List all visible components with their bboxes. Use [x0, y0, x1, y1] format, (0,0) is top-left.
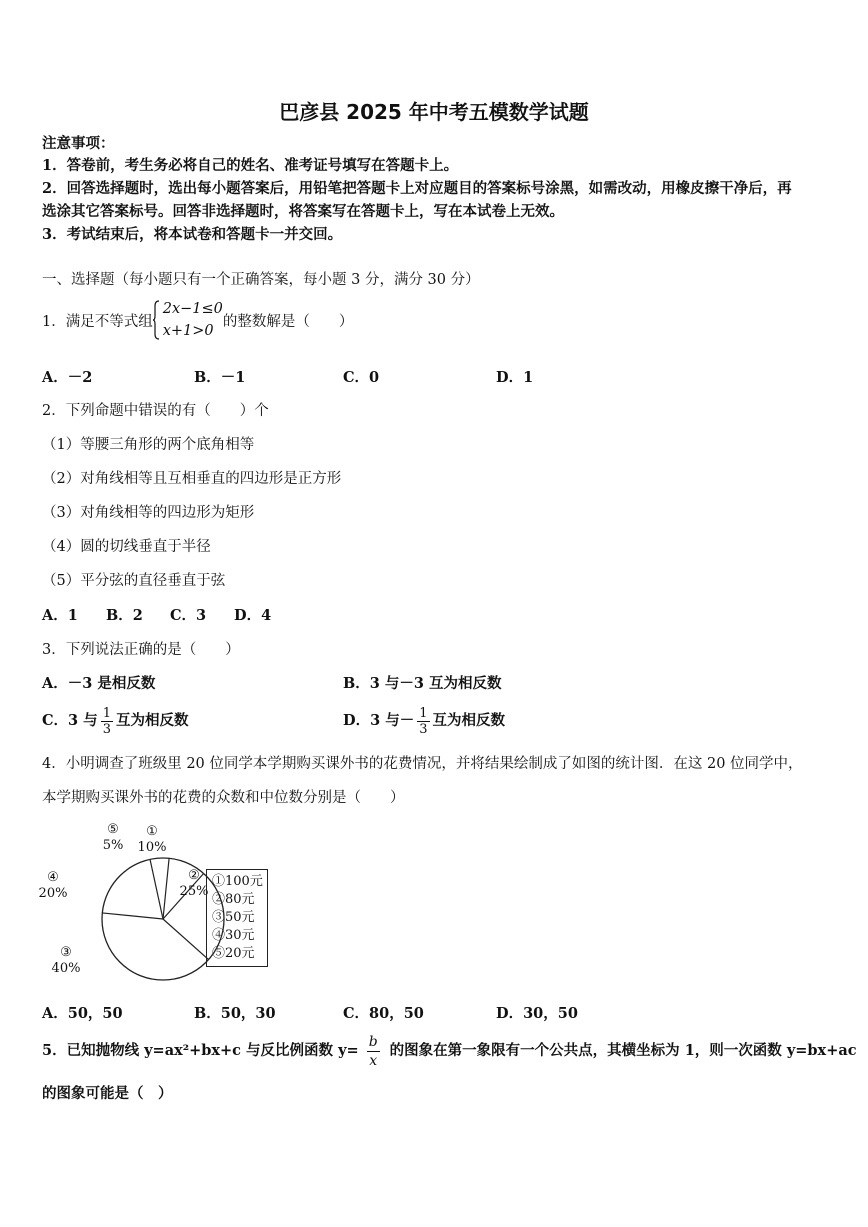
q2-option-a: A．1 — [42, 607, 78, 624]
q5-stem-line-2: 的图象可能是（ ） — [42, 1085, 173, 1102]
brace-icon — [153, 300, 160, 340]
notice-item-2b: 选涂其它答案标号。回答非选择题时，将答案写在答题卡上，写在本试卷上无效。 — [42, 203, 564, 220]
q4-option-b: B．50，30 — [194, 1005, 276, 1022]
pie-label-4 — [38, 870, 68, 902]
q2-item-2: （2）对角线相等且互相垂直的四边形是正方形 — [42, 471, 342, 487]
pie-slice-4-label: ④ — [47, 870, 59, 885]
q3-stem: 3．下列说法正确的是（ ） — [42, 642, 240, 658]
q2-item-4: （4）圆的切线垂直于半径 — [42, 539, 211, 555]
q5-stem-line-1 — [42, 1028, 857, 1074]
q1-option-a: A．－2 — [42, 369, 93, 386]
pie-slice-2-percent: 25% — [179, 884, 209, 899]
q3-option-a: A．－3 是相反数 — [42, 675, 156, 692]
q2-item-5: （5）平分弦的直径垂直于弦 — [42, 573, 226, 589]
notice-item-2a: 2．回答选择题时，选出每小题答案后，用铅笔把答题卡上对应题目的答案标号涂黑，如需改动，用橡皮擦干净后，再 — [42, 180, 792, 197]
notice-heading: 注意事项： — [42, 135, 115, 152]
q1-inequality-system — [153, 298, 223, 342]
pie-slice-5-label: ⑤ — [107, 822, 119, 837]
q4-option-d: D．30，50 — [496, 1005, 578, 1022]
q2-item-1: （1）等腰三角形的两个底角相等 — [42, 437, 255, 453]
q3-option-d-pre: D．3 与－ — [343, 712, 415, 729]
q3-option-c-pre: C．3 与 — [42, 712, 98, 729]
pie-label-5 — [100, 822, 126, 854]
pie-slice-1-percent: 10% — [137, 840, 167, 855]
legend-item-2: ②80元 — [212, 892, 255, 907]
fraction — [367, 1033, 380, 1070]
pie-label-1 — [134, 824, 170, 856]
notice-item-1: 1．答卷前，考生务必将自己的姓名、准考证号填写在答题卡上。 — [42, 157, 459, 174]
q3-option-b: B．3 与－3 互为相反数 — [343, 675, 502, 692]
q4-option-a: A．50，50 — [42, 1005, 123, 1022]
pie-slice-2-label: ② — [188, 868, 200, 883]
q1-option-b: B．－1 — [194, 369, 246, 386]
q3-option-d — [343, 702, 505, 740]
q4-stem-line-1: 4．小明调查了班级里 20 位同学本学期购买课外书的花费情况，并将结果绘制成了如图的统计图．在这 20 位同学中， — [42, 756, 803, 772]
fraction-numerator: 1 — [419, 705, 428, 721]
fraction-denominator: 3 — [419, 721, 428, 737]
q2-item-3: （3）对角线相等的四边形为矩形 — [42, 505, 255, 521]
q3-option-d-post: 互为相反数 — [432, 712, 505, 729]
fraction — [417, 706, 429, 737]
q3-option-c-post: 互为相反数 — [115, 712, 189, 729]
notice-item-3: 3．考试结束后，将本试卷和答题卡一并交回。 — [42, 226, 343, 243]
legend-item-4: ④30元 — [212, 928, 255, 943]
section-heading: 一、选择题（每小题只有一个正确答案，每小题 3 分，满分 30 分） — [42, 272, 480, 288]
q5-post: 的图象在第一象限有一个公共点，其横坐标为 1，则一次函数 y=bx+ac — [389, 1042, 857, 1059]
pie-label-3 — [50, 945, 82, 977]
q4-stem-line-2: 本学期购买课外书的花费的众数和中位数分别是（ ） — [42, 790, 405, 806]
q2-option-c: C．3 — [170, 607, 207, 624]
q1-inequality-1: 2x−1≤0 — [162, 301, 223, 317]
fraction-numerator: 1 — [102, 705, 111, 721]
fraction — [101, 706, 113, 737]
question-1 — [42, 298, 353, 346]
pie-slice-3-label: ③ — [60, 945, 72, 960]
fraction-denominator: 3 — [102, 721, 111, 737]
q2-option-b: B．2 — [106, 607, 143, 624]
chart-legend — [206, 869, 268, 967]
q1-prefix: 1．满足不等式组 — [42, 313, 153, 330]
legend-item-1: ①100元 — [212, 874, 263, 889]
pie-slice-4-percent: 20% — [38, 886, 68, 901]
legend-item-5: ⑤20元 — [212, 946, 255, 961]
page-title: 巴彦县 2025 年中考五模数学试题 — [279, 100, 589, 124]
pie-slice-5-percent: 5% — [102, 838, 124, 853]
q1-inequality-2: x+1>0 — [162, 323, 214, 339]
q5-pre: 5．已知抛物线 y=ax²+bx+c 与反比例函数 y= — [42, 1042, 359, 1059]
fraction-denominator: x — [369, 1052, 378, 1069]
q4-option-c: C．80，50 — [343, 1005, 424, 1022]
q2-stem: 2．下列命题中错误的有（ ）个 — [42, 403, 269, 419]
q1-option-d: D．1 — [496, 369, 534, 386]
pie-slice-3-percent: 40% — [51, 961, 81, 976]
q1-option-c: C．0 — [343, 369, 380, 386]
pie-slice-1-label: ① — [146, 824, 158, 839]
q1-suffix: 的整数解是（ ） — [222, 313, 354, 330]
q2-option-d: D．4 — [234, 607, 272, 624]
fraction-numerator: b — [368, 1033, 378, 1050]
q3-option-c — [42, 702, 188, 740]
legend-item-3: ③50元 — [212, 910, 255, 925]
